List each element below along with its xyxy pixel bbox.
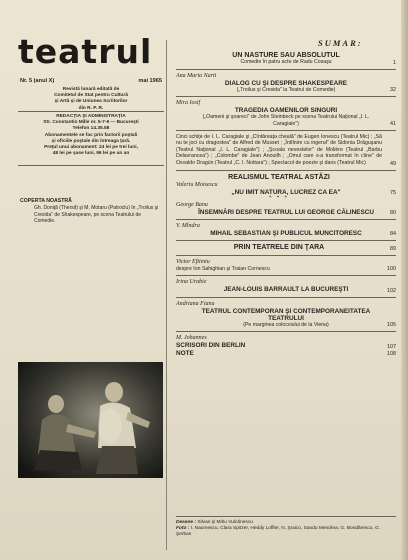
toc-rule: [176, 96, 396, 97]
toc-rule: [176, 219, 396, 220]
drawings-names: Silvan şi Mihu Vulcănescu: [197, 520, 253, 525]
toc-title: TRAGEDIA OAMENILOR SINGURI: [234, 107, 338, 114]
toc-entry[interactable]: [176, 335, 396, 349]
toc-title: NOTE: [176, 349, 194, 357]
toc-subtitle: despre Ion Sahighian şi Traian Cornescu: [176, 266, 270, 273]
toc-author: Ana Maria Narti: [176, 72, 217, 79]
redaction-line: şi oficiile poştale din întreaga ţară.: [51, 138, 131, 144]
redaction-line: Str. Constantin Mille nr. 5-7-9 — Bucureşti: [43, 120, 139, 126]
toc-title: TEATRUL CONTEMPORAN ŞI CONTEMPORANEITATEA TEATRULUI: [201, 307, 371, 322]
toc-subtitle: („Troilus şi Cresida" la Teatrul de Comedie): [236, 86, 336, 93]
masthead-intro: [20, 87, 162, 112]
toc-rule: [176, 331, 396, 332]
redaction-line: 48 lei pe şase luni, 96 lei pe un an: [52, 151, 130, 157]
toc-author: V. Mîndra: [176, 222, 200, 229]
toc-rule: [176, 275, 396, 276]
toc-author: Andriana Fianu: [176, 300, 215, 307]
masthead-line: din R. P. R.: [78, 105, 104, 111]
divider: [18, 165, 164, 166]
magazine-logo: teatrul: [18, 32, 153, 71]
issue-date: mai 1965: [138, 78, 162, 84]
toc-title: UN NASTURE SAU ABSOLUTUL: [232, 52, 340, 59]
toc-rule: [176, 240, 396, 241]
section-heading: REALISMUL TEATRAL ASTĂZI: [228, 173, 330, 181]
toc-page: 89: [390, 246, 396, 253]
toc-page: 32: [390, 87, 396, 93]
toc-entry[interactable]: [176, 52, 396, 66]
redaction-line: Preţul unui abonament: 24 lei pe trei luni,: [44, 145, 138, 151]
toc-body: Cinci schiţe de I. L. Caragiale şi „Cîntăreaţa cheală" de Eugen Ionescu (Teatrul Mic) ; „Să nu te joci cu dragostea" de Alfred de Musset ; „Întîlnire cu ingeruł" de Sidonia Drăguşanu (Teatrul Naţional „I. L. Caragiale") ; „Şcoala nevestelor" de Molière (Teatrul „Barbu Delavrancea") ; „Colombe" de Jean Anouilh ; „Omul care s-a transformat în cîine" de Osvaldo Dragún (Teatrul „C. I. Nottara") ; Spectacol de poezie şi dans (Teatrul Mic): [176, 133, 382, 166]
page-edge: [401, 0, 408, 560]
toc-author: Valeriu Moisescu: [176, 181, 218, 188]
toc-section: [176, 174, 396, 182]
toc-page: 100: [387, 266, 396, 273]
toc-page: 49: [390, 160, 396, 167]
separator-stars: * * *: [269, 195, 289, 201]
toc-title: ÎNSEMNĂRI DESPRE TEATRUL LUI GEORGE CĂLINESCU: [198, 208, 374, 216]
section-heading: PRIN TEATRELE DIN ŢARA: [233, 244, 325, 252]
credits: [176, 516, 396, 539]
toc-page: 84: [390, 231, 396, 238]
toc-rule: [176, 255, 396, 256]
toc-author: Victor Eftimiu: [176, 259, 210, 266]
photos-label: Foto :: [176, 526, 190, 532]
toc-page: 108: [387, 350, 396, 357]
masthead-line: Comitetul de Stat pentru Cultură: [54, 93, 128, 99]
toc-section[interactable]: [176, 244, 396, 252]
redaction-line: Abonamentele se fac prin factorii poştali: [44, 132, 138, 138]
toc-subtitle: Comedie în patru acte de Radu Cosaşu: [240, 59, 332, 66]
toc-rule: [176, 130, 396, 131]
toc-entry[interactable]: [176, 73, 396, 94]
toc-rule: [176, 69, 396, 70]
photos-credit: [176, 526, 396, 538]
toc-page: 105: [387, 322, 396, 329]
toc-entry[interactable]: [176, 134, 396, 167]
toc-entry[interactable]: [176, 279, 396, 293]
cover-title: COPERTA NOASTRĂ: [20, 198, 72, 204]
toc-subtitle: („Oameni şi şoareci" de John Steinbeck pe scena Teatrului Naţional „I. L. Caragiale"): [202, 114, 370, 127]
redaction-line: Telefon 14.35.58: [72, 126, 110, 132]
toc-page: 75: [390, 189, 396, 196]
issue-number: Nr. 5 (anul X): [20, 78, 55, 84]
cover-caption: Gh. Doniţă (Thersit) şi M. Motaru (Patroclu) în „Troilus şi Cresida" de Shakespeare, pe scena Teatrului de Comedie.: [34, 205, 159, 224]
column-divider: [166, 40, 167, 550]
toc-subtitle: (Pe marginea colocviului de la Viena): [243, 322, 329, 329]
toc-rule: [176, 170, 396, 171]
masthead-line: Revistă lunară editată de: [62, 87, 120, 92]
toc-title: DIALOG CU ŞI DESPRE SHAKESPEARE: [224, 79, 348, 87]
toc-page: 41: [390, 120, 396, 127]
redaction-block: [20, 112, 162, 157]
photos-names: I. Naumescu, Clara Spitzer, Heddy Loffler, N. Şraico, Sandu Mendrea, G. Bondărescu, G. Şerban: [176, 526, 381, 538]
toc-title: MIHAIL SEBASTIAN ŞI PUBLICUL MUNCITORESC: [210, 229, 362, 237]
toc-title: „NU IMIT NATURA, LUCREZ CA EA": [231, 188, 341, 196]
masthead-line: şi Artă şi de Uniunea Scriitorilor: [54, 99, 128, 105]
toc-author: M. Johannes: [176, 335, 207, 342]
toc-entry[interactable]: [176, 202, 396, 216]
issue-line: [20, 78, 162, 84]
toc-page: 1: [393, 59, 396, 66]
toc-page: 102: [387, 287, 396, 294]
toc-entry[interactable]: [176, 100, 396, 127]
toc-rule: [176, 297, 396, 298]
toc-page: 80: [390, 209, 396, 216]
toc-entry[interactable]: [176, 301, 396, 329]
redaction-title: REDACŢIA ŞI ADMINISTRAŢIA: [56, 114, 126, 119]
toc-author: Mira Iosif: [176, 100, 201, 106]
toc-entry[interactable]: [176, 182, 396, 196]
toc-heading: SUMAR:: [318, 38, 363, 48]
toc-title: JEAN-LOUIS BARRAULT LA BUCUREŞTI: [223, 286, 349, 294]
toc-entry[interactable]: [176, 259, 396, 272]
table-of-contents: [176, 52, 396, 357]
toc-entry[interactable]: [176, 223, 396, 237]
toc-author: Irina Urabie: [176, 279, 207, 286]
toc-author: George Banu: [176, 201, 208, 208]
drawings-label: Desene :: [176, 520, 196, 525]
toc-title: SCRISORI DIN BERLIN: [176, 342, 246, 350]
toc-entry[interactable]: [176, 350, 396, 357]
cover-photo: [18, 362, 163, 478]
toc-page: 107: [387, 343, 396, 350]
